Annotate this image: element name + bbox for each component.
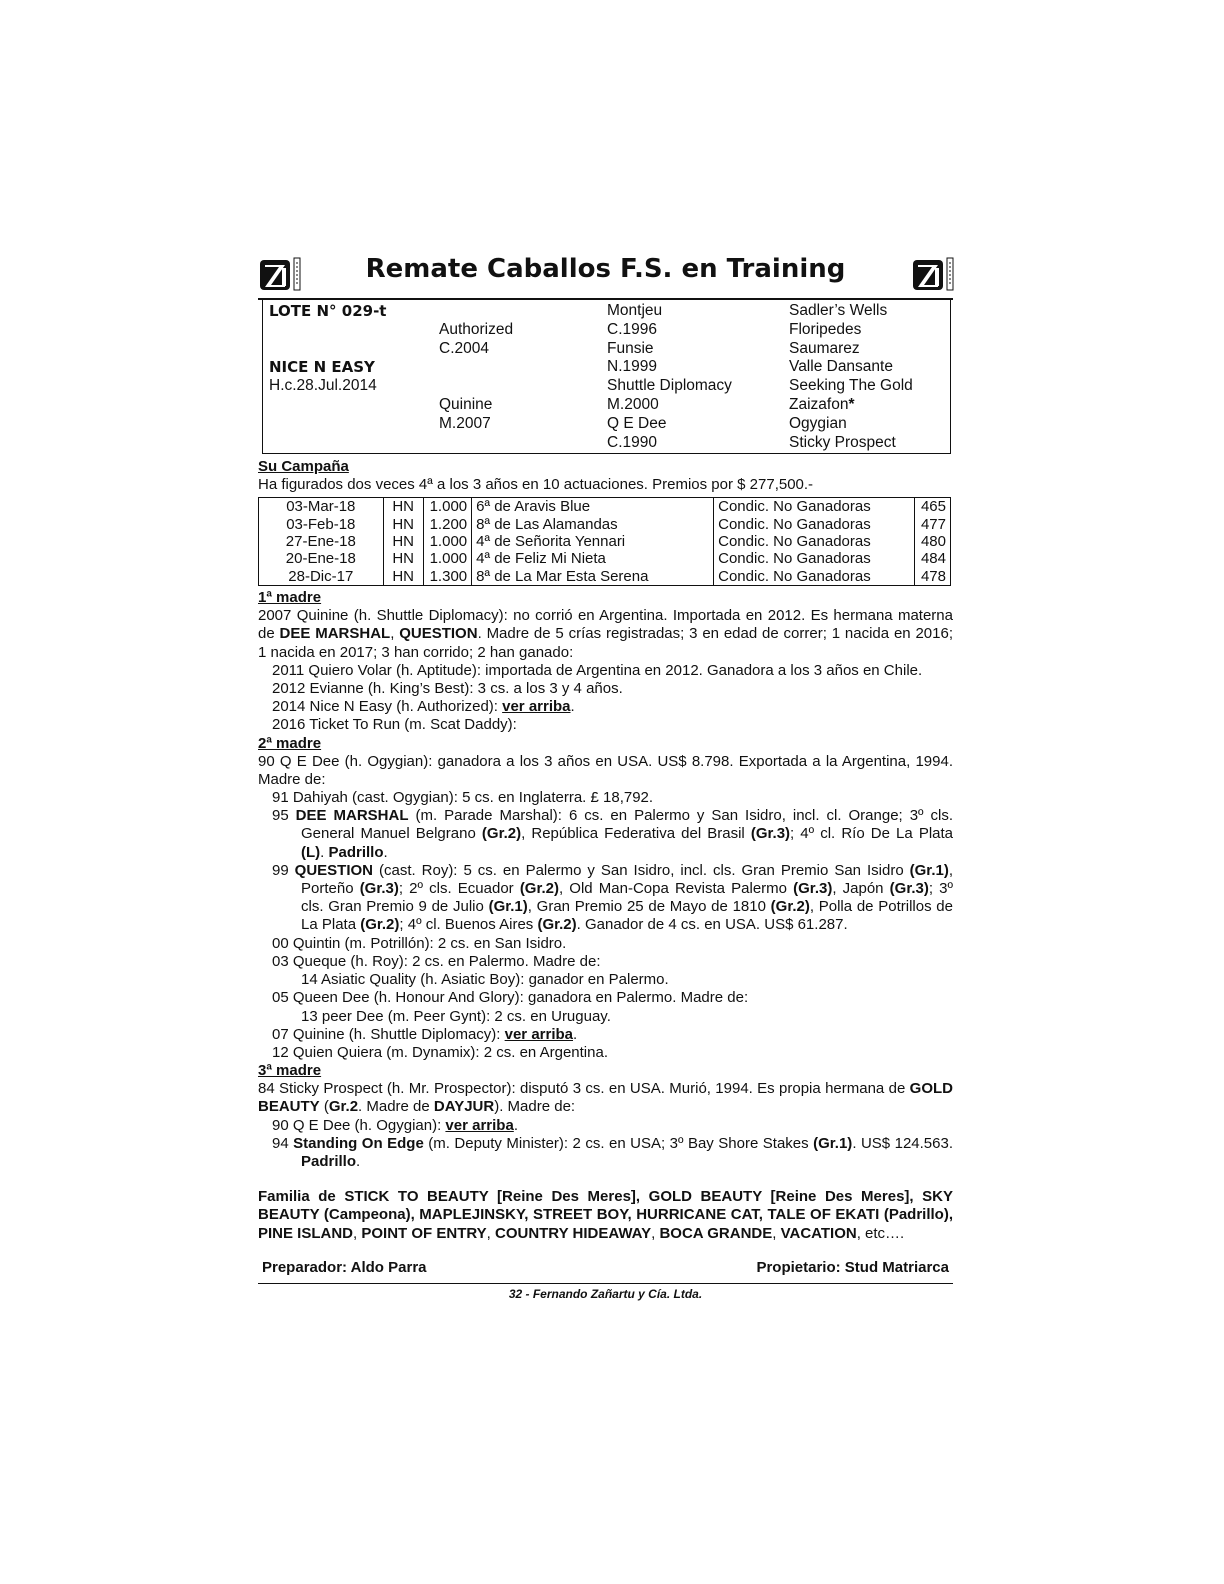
text: , [772, 1224, 781, 1242]
text-bold: (Gr.1) [813, 1134, 853, 1152]
text-bold: QUESTION [399, 625, 478, 643]
pedigree-col-2 [439, 302, 513, 434]
text-bold: Standing On Edge [293, 1134, 424, 1152]
pedigree-cell: Floripedes [789, 320, 862, 338]
lot-number: LOTE N° 029-t [269, 302, 387, 320]
dam1-offspring [258, 698, 953, 716]
text: (m. Parade Marshal): 6 cs. en Palermo y San Isidro, incl. cl. Orange; 3º cls. General Manuel Belgrano [301, 807, 953, 843]
race-weight: 477 [914, 516, 950, 533]
text-bold: BOCA GRANDE [659, 1224, 773, 1242]
race-result: 4ª de Señorita Yennari [472, 533, 714, 550]
text: . [356, 1152, 361, 1170]
pedigree-cell [439, 358, 513, 377]
dam3-offspring [258, 1117, 953, 1135]
text-bold: Familia de STICK TO BEAUTY [Reine Des Meres], GOLD BEAUTY [Reine Des Meres], SKY BEAUTY (Campeona), MAPLEJINSKY, STREET BOY, HURRICANE CAT, TALE OF EKATI (Padrillo), PINE ISLAND [258, 1188, 953, 1242]
race-distance: 1.000 [423, 498, 471, 516]
text: , etc…. [856, 1224, 905, 1242]
text: . [383, 843, 388, 861]
dam1-offspring: 2012 Evianne (h. King’s Best): 3 cs. a los 3 y 4 años. [272, 680, 623, 698]
pedigree-cell: Ogygian [789, 414, 847, 432]
pedigree-col-4 [789, 302, 913, 452]
text: 95 [272, 807, 296, 825]
dam2-grand-offspring: 13 peer Dee (m. Peer Gynt): 2 cs. en Uruguay. [301, 1007, 611, 1025]
race-condition: Condic. No Ganadoras [714, 516, 915, 533]
text: 2007 Quinine (h. Shuttle Diplomacy): no corrió en Argentina. Importada en 2012. Es hermana materna de [258, 607, 953, 643]
pedigree-cell: N.1999 [607, 358, 657, 376]
race-date: 28-Dic-17 [259, 568, 384, 586]
pedigree-cell [439, 377, 513, 396]
sire: Authorized [439, 320, 514, 338]
text: , [486, 1224, 495, 1242]
pedigree-cell: M.2000 [607, 395, 659, 413]
text: , Gran Premio 25 de Mayo de 1810 [527, 898, 771, 916]
table-row [259, 516, 951, 533]
sire-year: C.2004 [439, 339, 489, 357]
page-header [258, 250, 953, 300]
dam2-heading: 2ª madre [258, 734, 322, 752]
import-star: * [848, 395, 855, 413]
text-bold: (Gr.1) [909, 861, 949, 879]
pedigree-cell: C.1996 [607, 320, 657, 338]
text: (cast. Roy): 5 cs. en Palermo y San Isidro, incl. cls. Gran Premio San Isidro [373, 861, 910, 879]
pedigree-cell [269, 340, 386, 359]
text: 2014 Nice N Easy (h. Authorized): [272, 698, 503, 716]
race-weight: 465 [914, 498, 950, 516]
text: 84 Sticky Prospect (h. Mr. Prospector): disputó 3 cs. en USA. Murió, 1994. Es propia hermana de [258, 1080, 910, 1098]
dam2-offspring: 03 Queque (h. Roy): 2 cs. en Palermo. Madre de: [272, 952, 601, 970]
race-condition: Condic. No Ganadoras [714, 533, 915, 550]
race-weight: 484 [914, 550, 950, 567]
text-bold: (Gr.3) [359, 880, 399, 898]
pedigree-cell: Funsie [607, 339, 654, 357]
dam1-offspring: 2016 Ticket To Run (m. Scat Daddy): [272, 716, 517, 734]
pedigree-cell [269, 321, 386, 340]
pedigree-cell: Saumarez [789, 339, 860, 357]
catalog-page [258, 250, 953, 1301]
footer [258, 1257, 953, 1284]
text-bold: (L) [301, 843, 321, 861]
text-bold: (Gr.3) [889, 880, 929, 898]
table-row [259, 568, 951, 586]
table-row [259, 550, 951, 567]
text-bold: (Gr.2) [519, 880, 559, 898]
race-track: HN [383, 533, 423, 550]
race-distance: 1.300 [423, 568, 471, 586]
text: . [573, 1025, 578, 1043]
text-bold: Padrillo [328, 843, 384, 861]
race-result: 8ª de Las Alamandas [472, 516, 714, 533]
race-condition: Condic. No Ganadoras [714, 550, 915, 567]
race-distance: 1.000 [423, 550, 471, 567]
table-row [259, 533, 951, 550]
race-condition: Condic. No Ganadoras [714, 568, 915, 586]
text-bold: (Gr.2) [360, 916, 400, 934]
dam2-paragraph: 90 Q E Dee (h. Ogygian): ganadora a los 3 años en USA. US$ 8.798. Exportada a la Argentina, 1994. Madre de: [258, 752, 953, 788]
dam3-paragraph [258, 1080, 953, 1116]
text-bold: Gr.2 [328, 1098, 359, 1116]
dam1-heading: 1ª madre [258, 589, 322, 607]
table-row [259, 498, 951, 516]
dam2-offspring: 00 Quintin (m. Potrillón): 2 cs. en San Isidro. [272, 934, 567, 952]
pedigree-cell: Sadler’s Wells [789, 302, 888, 319]
dam3-offspring [258, 1135, 953, 1171]
owner-label: Propietario: Stud Matriarca [756, 1258, 949, 1276]
text: (m. Deputy Minister): 2 cs. en USA; 3º Bay Shore Stakes [423, 1134, 814, 1152]
text: ; 4º cl. Río De La Plata [790, 825, 954, 843]
pedigree-cell: Seeking The Gold [789, 377, 913, 395]
race-condition: Condic. No Ganadoras [714, 498, 915, 516]
race-track: HN [383, 550, 423, 567]
dam2-offspring [258, 807, 953, 862]
page-number: 32 - Fernando Zañartu y Cía. Ltda. [508, 1286, 703, 1301]
dam3-heading: 3ª madre [258, 1062, 322, 1080]
text: 90 Q E Dee (h. Ogygian): [272, 1116, 446, 1134]
text: . Madre de 5 crías registradas; 3 en edad de correr; 1 nacida en 2016; 1 nacida en 2017; 3 han corrido; 2 han ganado: [258, 625, 953, 661]
pedigree-cell: Q E Dee [607, 414, 667, 432]
horse-name: NICE N EASY [269, 358, 375, 377]
text: ; 4º cl. Buenos Aires [399, 916, 538, 934]
pedigree-box [262, 300, 951, 454]
text: . [570, 698, 575, 716]
page-title: Remate Caballos F.S. en Training [365, 254, 846, 284]
pedigree-cell: Shuttle Diplomacy [607, 377, 732, 395]
text: 94 [272, 1134, 294, 1152]
race-distance: 1.200 [423, 516, 471, 533]
text: , República Federativa del Brasil [521, 825, 751, 843]
text: , [353, 1224, 362, 1242]
text: ( [319, 1098, 329, 1116]
race-date: 20-Ene-18 [259, 550, 384, 567]
dam2-grand-offspring: 14 Asiatic Quality (h. Asiatic Boy): ganador en Palermo. [301, 971, 669, 989]
text: . US$ 124.563. [852, 1134, 954, 1152]
race-track: HN [383, 498, 423, 516]
race-track: HN [383, 568, 423, 586]
text-bold: DEE MARSHAL [279, 625, 391, 643]
text: , Polla de Potrillos de La Plata [301, 898, 953, 934]
ver-arriba-link[interactable]: ver arriba [504, 1025, 574, 1043]
text: , Japón [832, 880, 890, 898]
race-distance: 1.000 [423, 533, 471, 550]
text-bold: GOLD BEAUTY [258, 1080, 953, 1116]
dam2-offspring: 05 Queen Dee (h. Honour And Glory): ganadora en Palermo. Madre de: [272, 989, 749, 1007]
family-paragraph [258, 1188, 953, 1243]
pedigree-cell: C.1990 [607, 433, 657, 451]
text: ). Madre de: [494, 1098, 576, 1116]
trainer-label: Preparador: Aldo Parra [262, 1258, 427, 1276]
pedigree-cell: Sticky Prospect [789, 433, 896, 451]
horse-birth: H.c.28.Jul.2014 [269, 377, 377, 395]
dam2-offspring [258, 862, 953, 935]
dam2-offspring: 91 Dahiyah (cast. Ogygian): 5 cs. en Inglaterra. £ 18,792. [272, 789, 654, 807]
text-bold: POINT OF ENTRY [361, 1224, 487, 1242]
dam2-offspring: 12 Quien Quiera (m. Dynamix): 2 cs. en Argentina. [272, 1043, 608, 1061]
campaign-table [258, 497, 951, 586]
pedigree-cell: Valle Dansante [789, 358, 893, 376]
dam-year: M.2007 [439, 414, 491, 432]
text: ; 2º cls. Ecuador [398, 880, 520, 898]
race-result: 4ª de Feliz Mi Nieta [472, 550, 714, 567]
pedigree-cell [789, 396, 913, 415]
campaign-summary: Ha figurados dos veces 4ª a los 3 años en 10 actuaciones. Premios por $ 277,500.- [258, 476, 814, 493]
race-track: HN [383, 516, 423, 533]
text-bold: DEE MARSHAL [295, 807, 409, 825]
pedigree-col-3 [607, 302, 732, 452]
text-bold: (Gr.2) [481, 825, 522, 843]
text: , [390, 625, 400, 643]
text-bold: DAYJUR [433, 1098, 495, 1116]
text: ; 3º cls. Gran Premio 9 de Julio [301, 880, 953, 916]
text: , [651, 1224, 660, 1242]
race-result: 6ª de Aravis Blue [472, 498, 714, 516]
text: 99 [272, 861, 295, 879]
text-bold: (Gr.2) [537, 916, 577, 934]
pedigree-name: Zaizafon [789, 395, 849, 413]
text-bold: COUNTRY HIDEAWAY [494, 1224, 652, 1242]
race-weight: 480 [914, 533, 950, 550]
ver-arriba-link[interactable]: ver arriba [445, 1116, 514, 1134]
pedigree-cell [439, 302, 513, 321]
text-bold: (Gr.3) [793, 880, 833, 898]
pedigree-col-1 [269, 302, 386, 396]
text: 07 Quinine (h. Shuttle Diplomacy): [272, 1025, 505, 1043]
text: . Ganador de 4 cs. en USA. US$ 61.287. [576, 916, 848, 934]
race-date: 03-Mar-18 [259, 498, 384, 516]
text-bold: (Gr.1) [488, 898, 528, 916]
text-bold: (Gr.3) [750, 825, 791, 843]
pedigree-cell: Montjeu [607, 302, 663, 319]
dam2-offspring [258, 1026, 953, 1044]
text-bold: (Gr.2) [770, 898, 810, 916]
text-bold: VACATION [780, 1224, 857, 1242]
text: , Old Man-Copa Revista Palermo [559, 880, 794, 898]
text: , Porteño [301, 861, 953, 898]
dam: Quinine [439, 395, 493, 413]
dam1-paragraph [258, 607, 953, 662]
zl-logo-icon [909, 254, 957, 294]
race-date: 03-Feb-18 [259, 516, 384, 533]
text: . [513, 1116, 518, 1134]
race-date: 27-Ene-18 [259, 533, 384, 550]
text-bold: Padrillo [301, 1152, 357, 1170]
race-result: 8ª de La Mar Esta Serena [472, 568, 714, 586]
text-bold: QUESTION [294, 861, 374, 879]
dam1-offspring: 2011 Quiero Volar (h. Aptitude): importada de Argentina en 2012. Ganadora a los 3 años en Chile. [272, 661, 923, 679]
campaign-heading: Su Campaña [258, 458, 349, 475]
text: . Madre de [358, 1098, 434, 1116]
race-weight: 478 [914, 568, 950, 586]
ver-arriba-link[interactable]: ver arriba [502, 698, 571, 716]
text: . [320, 843, 329, 861]
